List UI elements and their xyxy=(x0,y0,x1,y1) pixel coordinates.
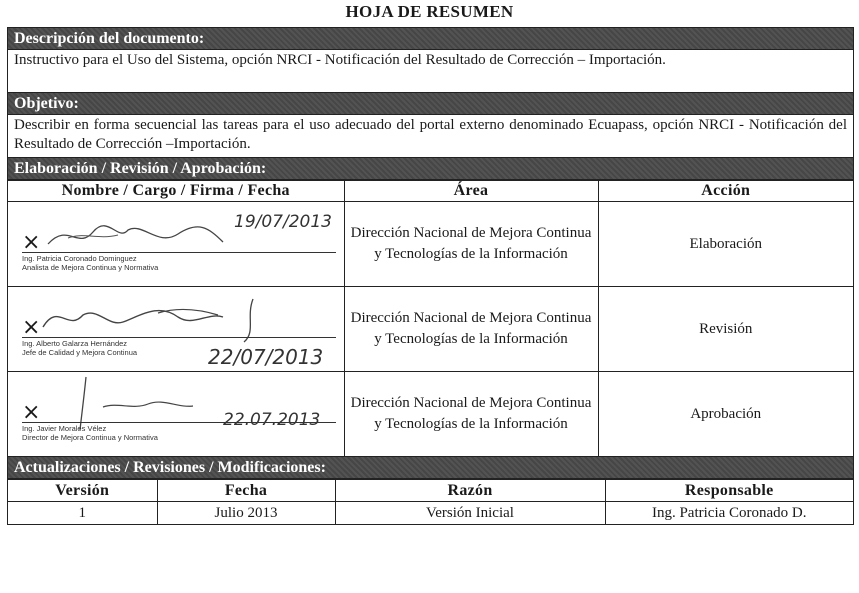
table-row xyxy=(8,202,853,287)
signer-info xyxy=(22,424,158,442)
signature-line xyxy=(22,252,336,253)
document-title: HOJA DE RESUMEN xyxy=(345,2,514,21)
actualizaciones-table xyxy=(8,479,853,525)
signature-cell xyxy=(8,202,344,287)
area-cell: Dirección Nacional de Mejora Continua y Tecnologías de la Información xyxy=(344,372,598,457)
header-accion: Acción xyxy=(598,181,853,202)
signer-name: Ing. Alberto Galarza Hernández xyxy=(22,339,128,348)
objetivo-text: Describir en forma secuencial las tareas para el uso adecuado del portal externo denominado Ecuapass, opción NRCI - Notificación del Resultado de Corrección –Importación. xyxy=(8,115,853,158)
area-cell: Dirección Nacional de Mejora Continua y Tecnologías de la Información xyxy=(344,287,598,372)
accion-cell: Revisión xyxy=(598,287,853,372)
header-nombre: Nombre / Cargo / Firma / Fecha xyxy=(8,181,344,202)
table-row xyxy=(8,287,853,372)
signature-x-mark: × xyxy=(22,400,41,425)
header-fecha: Fecha xyxy=(157,480,335,502)
version-cell: 1 xyxy=(8,502,157,525)
table-row xyxy=(8,372,853,457)
header-area: Área xyxy=(344,181,598,202)
signer-name: Ing. Javier Morales Vélez xyxy=(22,424,107,433)
signature-cell xyxy=(8,372,344,457)
header-version: Versión xyxy=(8,480,157,502)
signer-role: Analista de Mejora Continua y Normativa xyxy=(22,263,159,272)
section-header-objetivo: Objetivo: xyxy=(8,93,853,115)
signature-x-mark: × xyxy=(22,315,41,340)
signer-name: Ing. Patricia Coronado Dominguez xyxy=(22,254,137,263)
signature-date: 22/07/2013 xyxy=(208,345,324,369)
descripcion-text: Instructivo para el Uso del Sistema, opción NRCI - Notificación del Resultado de Corrección – Importación. xyxy=(8,50,853,93)
accion-cell: Aprobación xyxy=(598,372,853,457)
area-cell: Dirección Nacional de Mejora Continua y Tecnologías de la Información xyxy=(344,202,598,287)
signature-cell xyxy=(8,287,344,372)
signature-x-mark: × xyxy=(22,230,41,255)
signer-role: Jefe de Calidad y Mejora Continua xyxy=(22,348,138,357)
header-razon: Razón xyxy=(335,480,605,502)
responsable-cell: Ing. Patricia Coronado D. xyxy=(605,502,853,525)
accion-cell: Elaboración xyxy=(598,202,853,287)
signer-role: Director de Mejora Continua y Normativa xyxy=(22,433,158,442)
section-header-actualizaciones: Actualizaciones / Revisiones / Modificaciones: xyxy=(8,457,853,479)
aprobacion-table xyxy=(8,180,853,457)
signature-date: 22.07.2013 xyxy=(223,410,321,430)
razon-cell: Versión Inicial xyxy=(335,502,605,525)
signature-line xyxy=(22,337,336,338)
signer-info xyxy=(22,254,158,272)
signature-date: 19/07/2013 xyxy=(234,212,332,232)
section-header-aprobacion: Elaboración / Revisión / Aprobación: xyxy=(8,158,853,180)
signer-info xyxy=(22,339,137,357)
section-header-descripcion: Descripción del documento: xyxy=(8,28,853,50)
table-row xyxy=(8,502,853,525)
fecha-cell: Julio 2013 xyxy=(157,502,335,525)
summary-sheet xyxy=(7,27,854,525)
header-responsable: Responsable xyxy=(605,480,853,502)
